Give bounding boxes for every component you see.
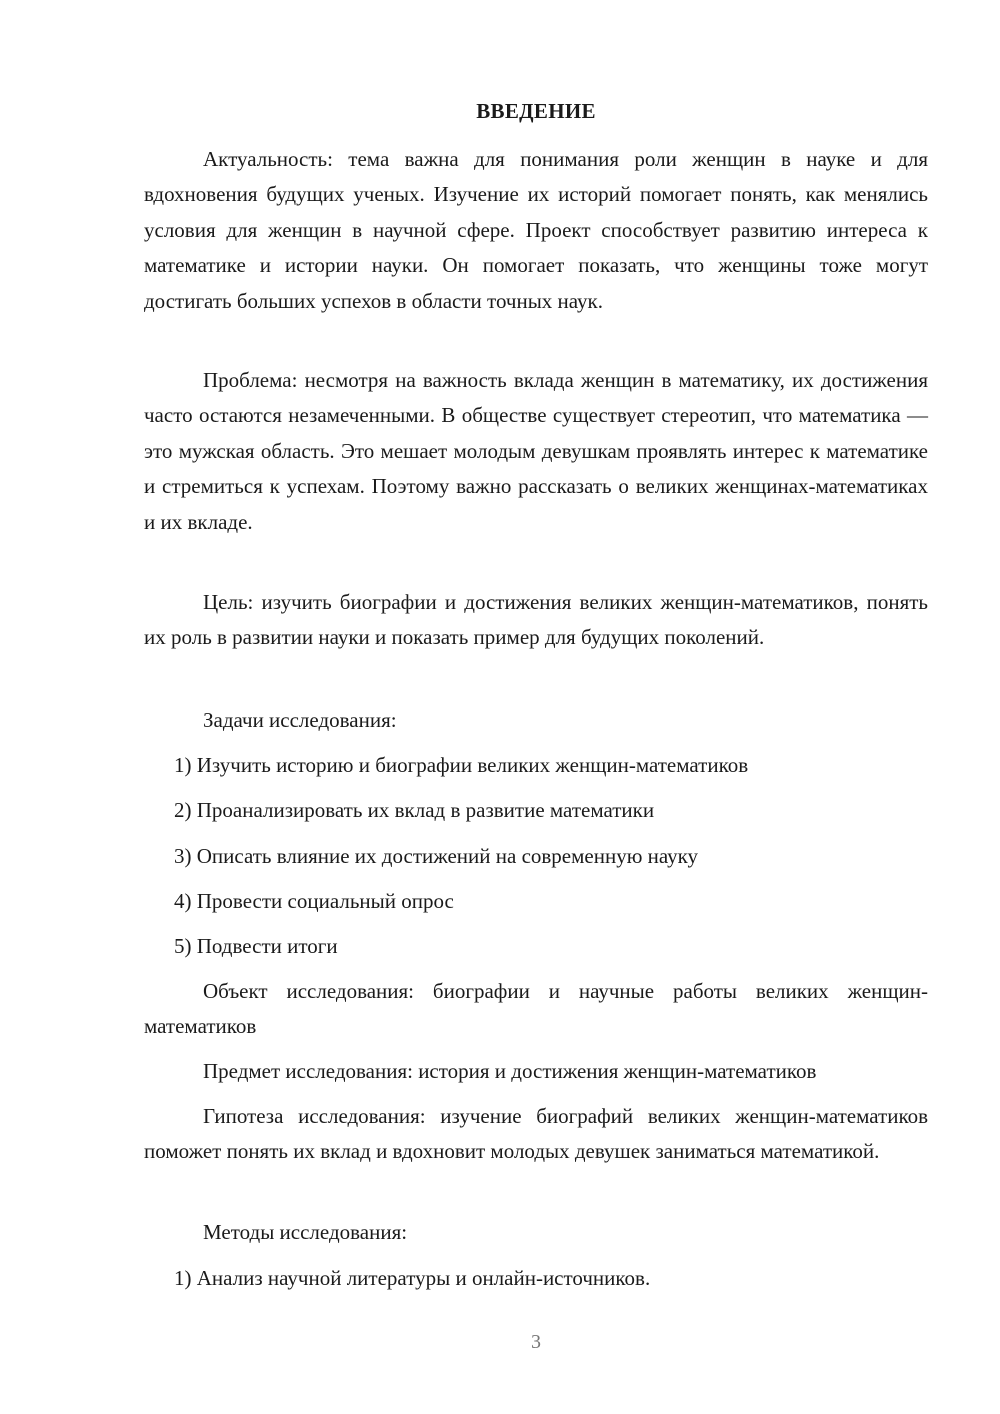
problem-paragraph: Проблема: несмотря на важность вклада женщин в математику, их достижения часто остаются незамеченными. В обществе существует стереотип, что математика — это мужская область. Это мешает молодым девушкам проявлять интерес к математике и стремиться к успехам. Поэтому важно рассказать о великих женщинах-математиках и их вкладе. (144, 368, 928, 534)
hypothesis-paragraph: Гипотеза исследования: изучение биографий великих женщин-математиков поможет понять их вклад и вдохновит молодых девушек заниматься математикой. (144, 1104, 928, 1164)
method-item: 1) Анализ научной литературы и онлайн-источников. (174, 1266, 651, 1290)
task-item: 5) Подвести итоги (174, 934, 338, 958)
section-heading: ВВЕДЕНИЕ (476, 99, 596, 123)
object-paragraph: Объект исследования: биографии и научные работы великих женщин-математиков (144, 979, 928, 1039)
subject-paragraph: Предмет исследования: история и достижения женщин-математиков (203, 1059, 817, 1083)
task-item: 3) Описать влияние их достижений на современную науку (174, 844, 699, 868)
page-number: 3 (531, 1331, 541, 1353)
task-item: 1) Изучить историю и биографии великих женщин-математиков (174, 753, 749, 777)
task-item: 4) Провести социальный опрос (174, 889, 454, 913)
goal-paragraph: Цель: изучить биографии и достижения великих женщин-математиков, понять их роль в развитии науки и показать пример для будущих поколений. (144, 590, 928, 650)
tasks-title: Задачи исследования: (203, 708, 397, 732)
task-item: 2) Проанализировать их вклад в развитие математики (174, 798, 655, 822)
methods-title: Методы исследования: (203, 1220, 408, 1244)
relevance-paragraph: Актуальность: тема важна для понимания роли женщин в науке и для вдохновения будущих ученых. Изучение их историй помогает понять, как менялись условия для женщин в научной сфере. Проект способствует развитию интереса к математике и истории науки. Он помогает показать, что женщины тоже могут достигать больших успехов в области точных наук. (144, 147, 928, 313)
